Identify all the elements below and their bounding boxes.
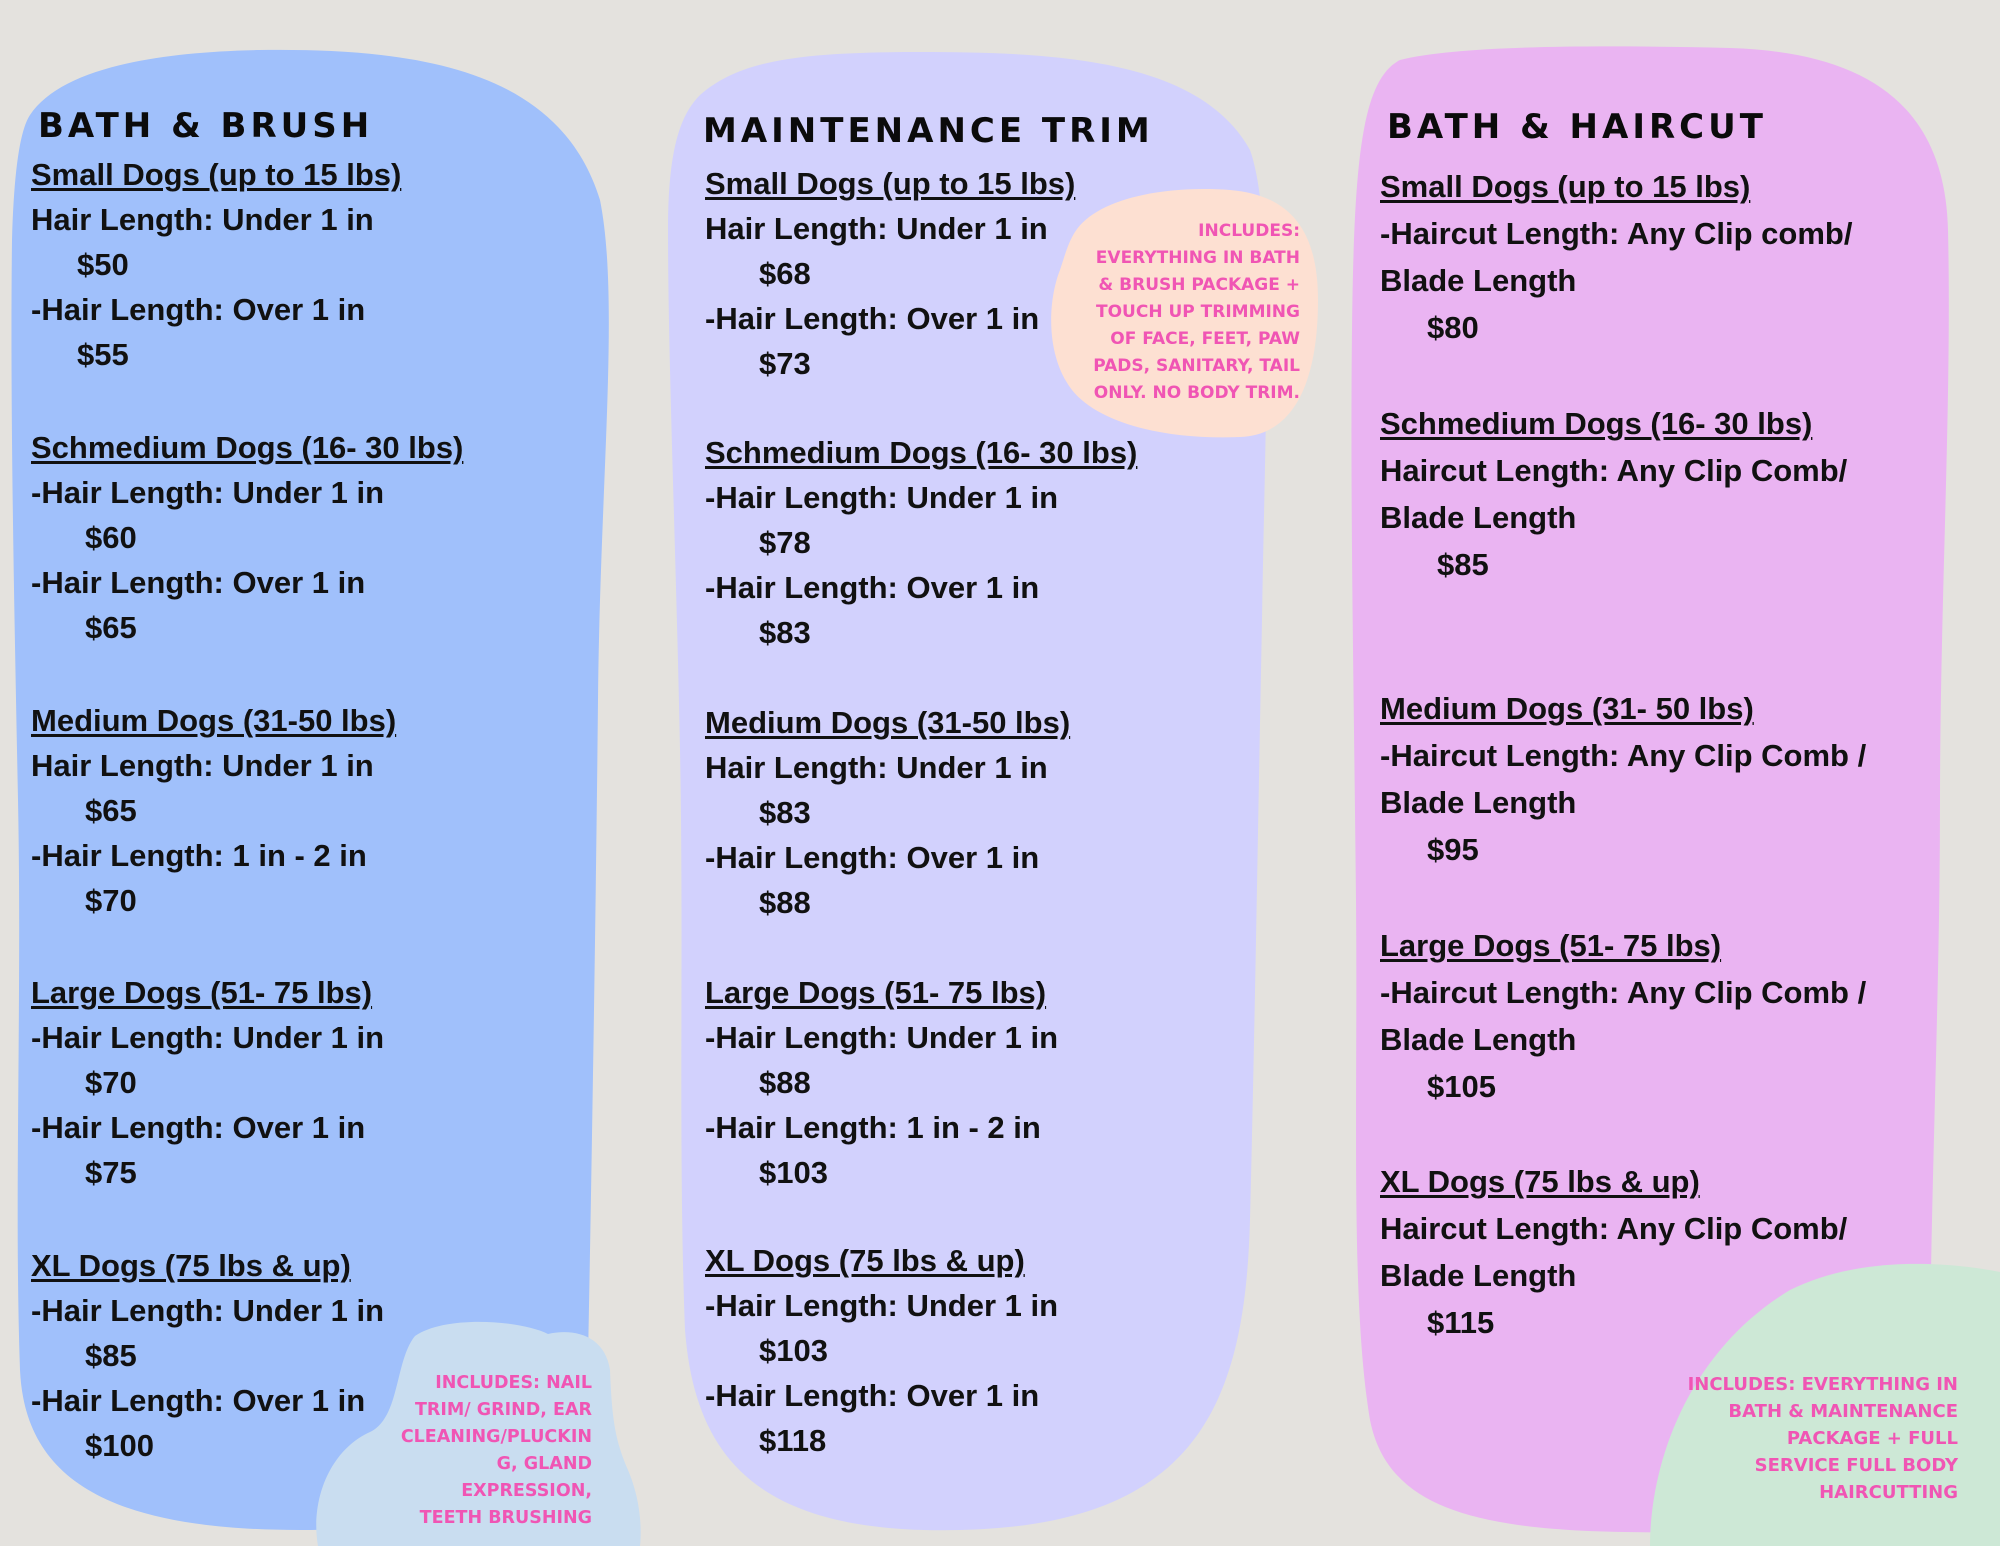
option-price: $88 [759,1065,811,1100]
option-price: $65 [85,610,137,645]
tier-header: XL Dogs (75 lbs & up) [1380,1164,1700,1199]
note-line: TRIM/ GRIND, EAR [414,1400,592,1420]
option-price: $115 [1427,1305,1495,1340]
option-price: $85 [1437,547,1489,582]
option-label-continued: Blade Length [1380,500,1577,535]
bath-brush-tier-xl [31,1243,384,1468]
option-price: $75 [85,1155,137,1190]
option-label: -Hair Length: Under 1 in [31,1020,385,1055]
option-label: -Hair Length: Under 1 in [705,1020,1059,1055]
tier-header: Large Dogs (51- 75 lbs) [31,975,373,1010]
tier-header: XL Dogs (75 lbs & up) [705,1243,1025,1278]
option-label: -Hair Length: Over 1 in [31,292,366,327]
option-label: -Hair Length: Under 1 in [705,480,1059,515]
option-price: $60 [85,520,137,555]
option-label: -Hair Length: 1 in - 2 in [31,838,367,873]
note-line: G, GLAND [496,1454,592,1474]
bath-brush-tier-schmedium [31,425,463,650]
maintenance-tier-large [705,970,1058,1195]
option-price: $88 [759,885,811,920]
option-price: $70 [85,1065,137,1100]
option-price: $78 [759,525,811,560]
option-price: $65 [85,793,137,828]
tier-header: Small Dogs (up to 15 lbs) [705,166,1076,201]
note-line: CLEANING/PLUCKIN [400,1427,592,1447]
bath-brush-column [0,0,640,1546]
note-line: INCLUDES: EVERYTHING IN [1687,1374,1958,1395]
option-label: -Hair Length: Over 1 in [31,1383,366,1418]
note-line: EVERYTHING IN BATH [1095,248,1300,268]
bath-haircut-column [1340,0,2000,1546]
maintenance-tier-small [705,161,1075,386]
haircut-tier-large [1380,922,1866,1110]
option-label: Hair Length: Under 1 in [705,750,1048,785]
tier-header: Medium Dogs (31- 50 lbs) [1380,691,1754,726]
note-line: OF FACE, FEET, PAW [1110,329,1300,349]
note-line: INCLUDES: [1198,221,1300,241]
option-label: -Hair Length: Over 1 in [705,1378,1040,1413]
maintenance-trim-column [640,0,1340,1546]
haircut-tier-medium [1380,685,1866,873]
option-price: $68 [759,256,811,291]
option-price: $55 [77,337,129,372]
note-line: ONLY. NO BODY TRIM. [1093,383,1300,403]
note-line: HAIRCUTTING [1819,1482,1958,1503]
option-price: $73 [759,346,811,381]
note-line: EXPRESSION, [461,1481,592,1501]
option-price: $50 [77,247,129,282]
note-line: PACKAGE + FULL [1786,1428,1958,1449]
note-line: SERVICE FULL BODY [1754,1455,1958,1476]
note-line: PADS, SANITARY, TAIL [1093,356,1300,376]
maintenance-tier-schmedium [705,430,1137,655]
option-label: Haircut Length: Any Clip Comb/ [1380,1211,1848,1246]
option-label-continued: Blade Length [1380,1022,1577,1057]
option-label-continued: Blade Length [1380,785,1577,820]
option-label: -Hair Length: Over 1 in [705,301,1040,336]
option-label: -Hair Length: 1 in - 2 in [705,1110,1041,1145]
option-label: -Hair Length: Over 1 in [31,565,366,600]
bath-brush-title: BATH & BRUSH [38,106,374,146]
tier-header: Schmedium Dogs (16- 30 lbs) [705,435,1138,470]
bath-brush-tier-small [31,152,401,377]
tier-header: Medium Dogs (31-50 lbs) [31,703,397,738]
note-line: TOUCH UP TRIMMING [1095,302,1300,322]
option-price: $80 [1427,310,1479,345]
maintenance-trim-title: MAINTENANCE TRIM [703,111,1154,151]
option-label-continued: Blade Length [1380,1258,1577,1293]
tier-header: Small Dogs (up to 15 lbs) [31,157,402,192]
option-price: $103 [759,1155,828,1190]
option-label: Hair Length: Under 1 in [31,202,374,237]
note-line: INCLUDES: NAIL [435,1373,592,1393]
option-price: $95 [1427,832,1479,867]
option-label: -Haircut Length: Any Clip comb/ [1380,216,1853,251]
haircut-tier-schmedium [1380,400,1847,588]
option-label: Hair Length: Under 1 in [705,211,1048,246]
option-label: -Hair Length: Over 1 in [705,840,1040,875]
tier-header: Schmedium Dogs (16- 30 lbs) [1380,406,1813,441]
option-price: $105 [1427,1069,1496,1104]
option-label: -Haircut Length: Any Clip Comb / [1380,975,1867,1010]
bath-haircut-includes-note [1688,1371,1958,1506]
note-line: BATH & MAINTENANCE [1728,1401,1958,1422]
option-label: -Haircut Length: Any Clip Comb / [1380,738,1867,773]
option-price: $85 [85,1338,137,1373]
tier-header: Small Dogs (up to 15 lbs) [1380,169,1751,204]
option-price: $83 [759,795,811,830]
bath-brush-tier-large [31,970,384,1195]
note-line: & BRUSH PACKAGE + [1098,275,1300,295]
tier-header: XL Dogs (75 lbs & up) [31,1248,351,1283]
option-price: $70 [85,883,137,918]
option-label: -Hair Length: Over 1 in [705,570,1040,605]
bath-brush-includes-note [401,1370,592,1532]
option-price: $100 [85,1428,154,1463]
maintenance-tier-xl [705,1238,1058,1463]
bath-haircut-title: BATH & HAIRCUT [1387,107,1767,147]
bath-brush-tier-medium [31,698,396,923]
tier-header: Large Dogs (51- 75 lbs) [1380,928,1722,963]
maintenance-tier-medium [705,700,1070,925]
tier-header: Medium Dogs (31-50 lbs) [705,705,1071,740]
haircut-tier-xl [1380,1158,1847,1346]
maintenance-includes-note [1093,218,1300,407]
option-label-continued: Blade Length [1380,263,1577,298]
option-label: -Hair Length: Over 1 in [31,1110,366,1145]
tier-header: Large Dogs (51- 75 lbs) [705,975,1047,1010]
option-price: $118 [759,1423,827,1458]
option-label: -Hair Length: Under 1 in [31,1293,385,1328]
option-label: -Hair Length: Under 1 in [705,1288,1059,1323]
note-line: TEETH BRUSHING [419,1508,592,1528]
option-label: Haircut Length: Any Clip Comb/ [1380,453,1848,488]
option-price: $103 [759,1333,828,1368]
haircut-tier-small [1380,163,1852,351]
option-price: $83 [759,615,811,650]
option-label: -Hair Length: Under 1 in [31,475,385,510]
option-label: Hair Length: Under 1 in [31,748,374,783]
tier-header: Schmedium Dogs (16- 30 lbs) [31,430,464,465]
